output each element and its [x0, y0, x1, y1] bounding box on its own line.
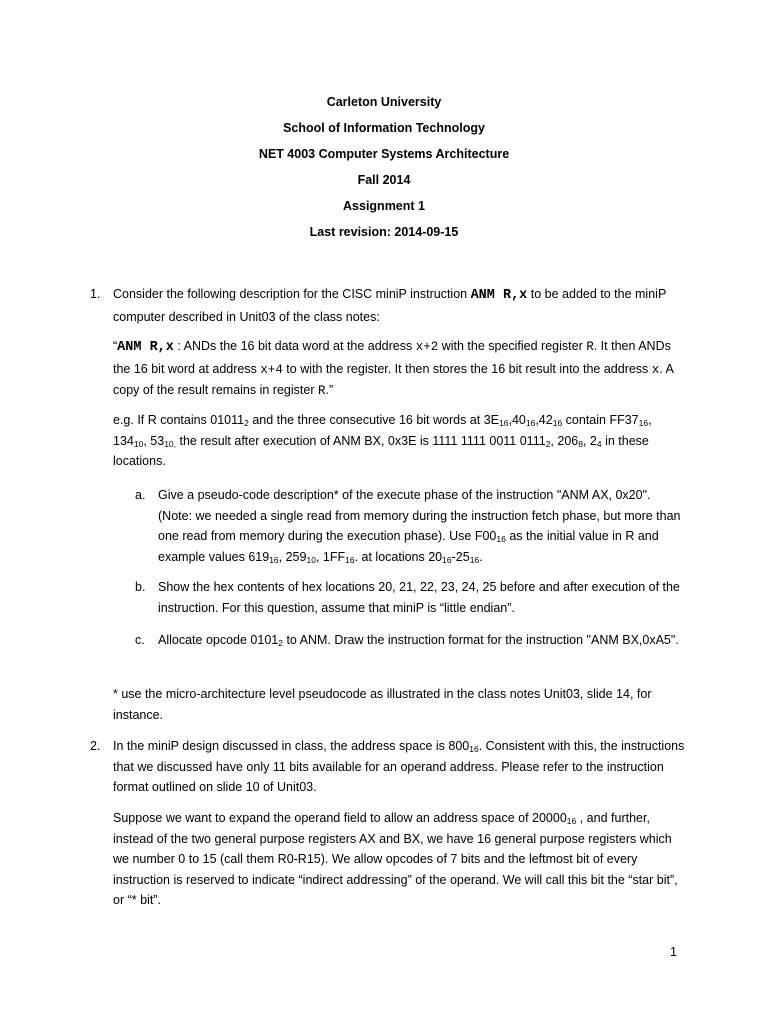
question-1-intro: Consider the following description for the CISC miniP instruction ANM R,x to be added to the miniP computer described in Unit03 of the class notes: — [113, 287, 667, 324]
part-a-label: a. — [135, 488, 146, 502]
assignment-title: Assignment 1 — [343, 199, 425, 213]
part-c-text: Allocate opcode $0101_2$ to ANM. Draw the instruction format for the instruction "ANM BX,0xA5". — [158, 633, 679, 648]
question-2-paragraph-2: Suppose we want to expand the operand field to allow an address space of $20000_{16}$ , and further, instead of the two general purpose registers AX and BX, we have 16 general purpose registers which we number 0 to 15 (call them R0-R15). We allow opcodes of 7 bits and the leftmost bit of every instruction is reserved to indicate “indirect addressing” of the operand. We will call this bit the “star bit”, or “* bit”. — [113, 811, 678, 907]
question-1-quote: “ANM R,x : ANDs the 16 bit data word at the address x+2 with the specified register R. It then ANDs the 16 bit word at address x+4 to with the register. It then stores the 16 bit result into the address x. A copy of the result remains in register R.” — [113, 339, 674, 398]
term: Fall 2014 — [357, 173, 411, 187]
instruction-mnemonic: ANM R,x — [470, 288, 528, 303]
page-number: 1 — [670, 945, 677, 959]
part-b-label: b. — [135, 580, 146, 594]
course-title: NET 4003 Computer Systems Architecture — [258, 147, 510, 161]
part-c-label: c. — [135, 633, 145, 647]
question-1-footnote: * use the micro-architecture level pseudocode as illustrated in the class notes Unit03, slide 14, for instance. — [113, 687, 652, 722]
question-2-paragraph-1: In the miniP design discussed in class, the address space is $800_{16}$. Consistent with this, the instructions that we discussed have only 11 bits available for an operand address. Please refer to the instruction format outlined on slide 10 of Unit03. — [113, 739, 685, 794]
part-b-text: Show the hex contents of hex locations 20, 21, 22, 23, 24, 25 before and after execution of the instruction. For this question, assume that miniP is “little endian”. — [158, 580, 680, 615]
university-name: Carleton University — [326, 95, 442, 109]
question-1-example: e.g. If R contains $01011_2$ and the three consecutive 16 bit words at $3E_{16},40_{16},42_{16}$ contain $FF37_{16}$, $134_{10}$, $53_{10,}$ the result after execution of ANM BX, 0x3E is 1111 1111 0011 $0111_2$, $206_8$, $2_4$ in these locations. — [113, 413, 652, 468]
part-a-text: Give a pseudo-code description* of the execute phase of the instruction "ANM AX, 0x20". (Note: we needed a single read from memory during the instruction fetch phase, but more than one read from memory during the execution phase). Use $F00_{16}$ as the initial value in R and example values $619_{16}$, $259_{10}$, $1FF_{16}$. at locations $20_{16}-25_{16}$. — [158, 488, 681, 565]
school-name: School of Information Technology — [283, 121, 485, 135]
question-2-number: 2. — [90, 739, 101, 753]
question-1-number: 1. — [90, 287, 101, 301]
revision-date: Last revision: 2014-09-15 — [309, 225, 459, 239]
